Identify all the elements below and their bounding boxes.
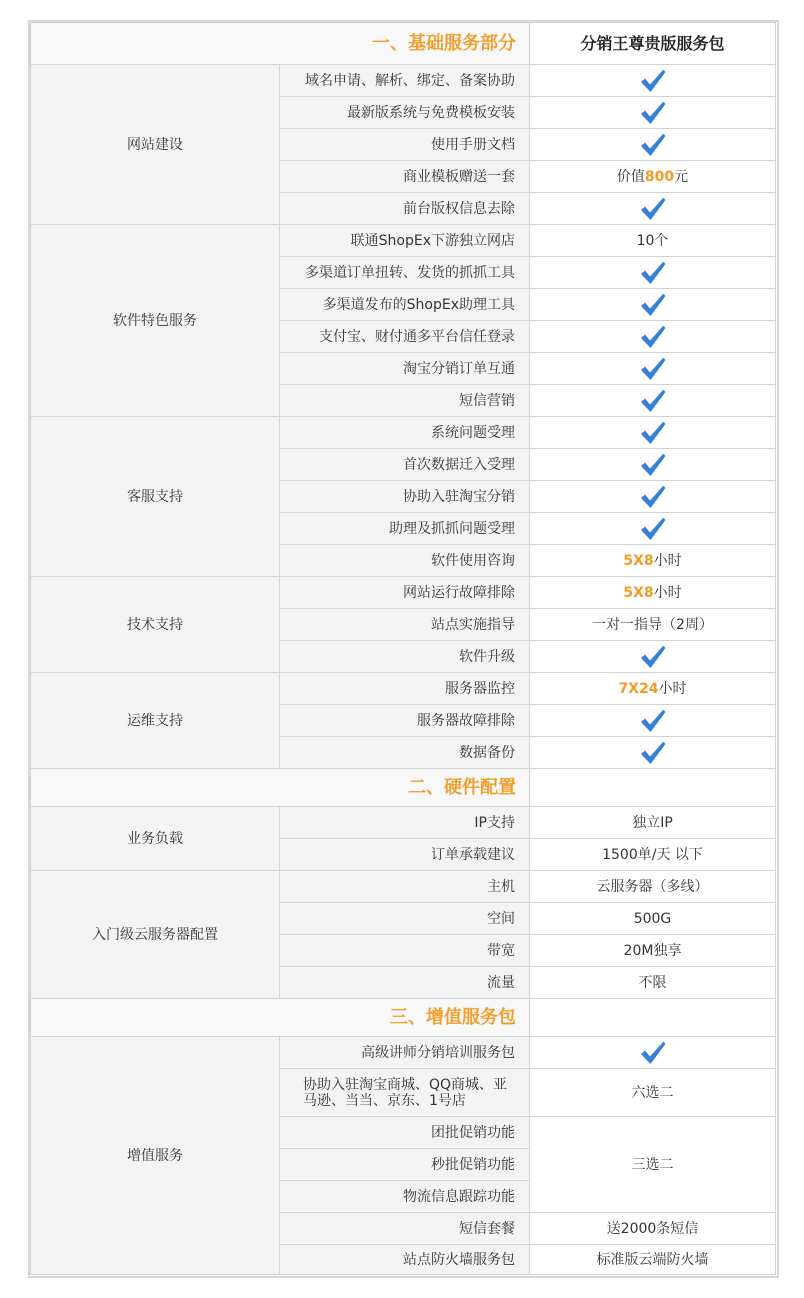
package-value-cell	[530, 1245, 776, 1275]
service-item-label: 助理及抓抓问题受理	[280, 513, 530, 545]
included-check-cell	[530, 257, 776, 289]
service-item-label: 软件使用咨询	[280, 545, 530, 577]
service-item-label: 订单承载建议	[280, 839, 530, 871]
package-value-cell	[530, 839, 776, 871]
highlight-value: 5X8	[623, 584, 654, 601]
value-text: 标准版云端防火墙	[596, 1251, 709, 1268]
package-value-cell	[530, 903, 776, 935]
table-row	[31, 577, 776, 609]
checkmark-icon	[639, 356, 667, 382]
category-label: 软件特色服务	[31, 225, 280, 417]
service-item-label: 软件升级	[280, 641, 530, 673]
service-item-label: IP支持	[280, 807, 530, 839]
service-comparison-table	[30, 22, 776, 1275]
category-label: 技术支持	[31, 577, 280, 673]
category-label: 网站建设	[31, 65, 280, 225]
package-value-cell	[530, 545, 776, 577]
checkmark-icon	[639, 324, 667, 350]
package-value-cell	[530, 577, 776, 609]
section-header-row	[31, 23, 776, 65]
category-label: 客服支持	[31, 417, 280, 577]
service-item-label: 流量	[280, 967, 530, 999]
highlight-value: 7X24	[618, 680, 659, 697]
service-item-label: 最新版系统与免费模板安装	[280, 97, 530, 129]
included-check-cell	[530, 321, 776, 353]
package-name-header: 分销王尊贵版服务包	[530, 23, 776, 65]
service-item-label: 数据备份	[280, 737, 530, 769]
included-check-cell	[530, 481, 776, 513]
checkmark-icon	[639, 132, 667, 158]
checkmark-icon	[639, 420, 667, 446]
table-row	[31, 417, 776, 449]
table-row	[31, 807, 776, 839]
checkmark-icon	[639, 68, 667, 94]
service-item-label: 服务器故障排除	[280, 705, 530, 737]
table-row	[31, 225, 776, 257]
value-text: 云服务器（多线）	[596, 878, 709, 895]
service-item-label: 前台版权信息去除	[280, 193, 530, 225]
service-item-label: 高级讲师分销培训服务包	[280, 1037, 530, 1069]
table-row	[31, 871, 776, 903]
package-value-cell	[530, 1069, 776, 1117]
checkmark-icon	[639, 740, 667, 766]
service-item-label: 联通ShopEx下游独立网店	[280, 225, 530, 257]
checkmark-icon	[639, 388, 667, 414]
service-item-label: 支付宝、财付通多平台信任登录	[280, 321, 530, 353]
service-item-text: 协助入驻淘宝商城、QQ商城、亚马逊、当当、京东、1号店	[303, 1076, 508, 1109]
value-text: 1500单/天 以下	[602, 846, 703, 863]
table-row	[31, 65, 776, 97]
section-header-blank	[530, 999, 776, 1037]
value-text: 价值	[616, 168, 645, 185]
value-text: 送2000条短信	[606, 1220, 699, 1237]
service-item-label: 物流信息跟踪功能	[280, 1181, 530, 1213]
included-check-cell	[530, 129, 776, 161]
checkmark-icon	[639, 452, 667, 478]
package-value-cell	[530, 1213, 776, 1245]
package-value-cell	[530, 609, 776, 641]
service-item-label: 多渠道发布的ShopEx助理工具	[280, 289, 530, 321]
included-check-cell	[530, 737, 776, 769]
included-check-cell	[530, 417, 776, 449]
service-item-label: 主机	[280, 871, 530, 903]
service-item-label: 站点防火墙服务包	[280, 1245, 530, 1275]
checkmark-icon	[639, 644, 667, 670]
service-item-label: 多渠道订单扭转、发货的抓抓工具	[280, 257, 530, 289]
package-value-cell	[530, 673, 776, 705]
value-text: 六选二	[631, 1084, 674, 1101]
section-header-row	[31, 769, 776, 807]
included-check-cell	[530, 705, 776, 737]
category-label: 业务负载	[31, 807, 280, 871]
value-text: 小时	[658, 680, 687, 697]
section-header-blank	[530, 769, 776, 807]
section-title: 二、硬件配置	[31, 769, 530, 807]
package-value-cell	[530, 871, 776, 903]
included-check-cell	[530, 513, 776, 545]
included-check-cell	[530, 353, 776, 385]
included-check-cell	[530, 449, 776, 481]
package-value-cell	[530, 161, 776, 193]
category-label: 运维支持	[31, 673, 280, 769]
service-item-label: 站点实施指导	[280, 609, 530, 641]
value-text: 10个	[636, 232, 669, 249]
service-item-label: 秒批促销功能	[280, 1149, 530, 1181]
section-title: 三、增值服务包	[31, 999, 530, 1037]
value-text: 一对一指导（2周）	[592, 616, 713, 633]
service-item-label	[280, 1069, 530, 1117]
service-item-label: 服务器监控	[280, 673, 530, 705]
section-header-row	[31, 999, 776, 1037]
included-check-cell	[530, 1037, 776, 1069]
package-value-cell	[530, 967, 776, 999]
checkmark-icon	[639, 260, 667, 286]
category-label: 增值服务	[31, 1037, 280, 1275]
included-check-cell	[530, 641, 776, 673]
service-item-label: 空间	[280, 903, 530, 935]
service-item-label: 短信套餐	[280, 1213, 530, 1245]
highlight-value: 800	[644, 168, 675, 185]
value-text: 20M独享	[623, 942, 682, 959]
service-item-label: 网站运行故障排除	[280, 577, 530, 609]
value-text: 500G	[633, 910, 672, 927]
value-text: 小时	[653, 552, 682, 569]
service-item-label: 使用手册文档	[280, 129, 530, 161]
service-item-label: 淘宝分销订单互通	[280, 353, 530, 385]
included-check-cell	[530, 97, 776, 129]
checkmark-icon	[639, 196, 667, 222]
checkmark-icon	[639, 100, 667, 126]
service-item-label: 商业模板赠送一套	[280, 161, 530, 193]
checkmark-icon	[639, 484, 667, 510]
value-text: 三选二	[631, 1156, 674, 1173]
package-value-cell	[530, 225, 776, 257]
value-text: 独立IP	[632, 814, 673, 831]
service-item-label: 短信营销	[280, 385, 530, 417]
package-value-cell	[530, 1117, 776, 1213]
service-item-label: 域名申请、解析、绑定、备案协助	[280, 65, 530, 97]
highlight-value: 5X8	[623, 552, 654, 569]
checkmark-icon	[639, 708, 667, 734]
service-item-label: 带宽	[280, 935, 530, 967]
category-label: 入门级云服务器配置	[31, 871, 280, 999]
included-check-cell	[530, 289, 776, 321]
section-title: 一、基础服务部分	[31, 23, 530, 65]
value-text: 元	[674, 168, 689, 185]
service-item-label: 团批促销功能	[280, 1117, 530, 1149]
included-check-cell	[530, 193, 776, 225]
package-value-cell	[530, 935, 776, 967]
table-row	[31, 673, 776, 705]
included-check-cell	[530, 385, 776, 417]
checkmark-icon	[639, 292, 667, 318]
service-item-label: 系统问题受理	[280, 417, 530, 449]
included-check-cell	[530, 65, 776, 97]
value-text: 不限	[638, 974, 667, 991]
service-item-label: 首次数据迁入受理	[280, 449, 530, 481]
package-value-cell	[530, 807, 776, 839]
checkmark-icon	[639, 516, 667, 542]
service-item-label: 协助入驻淘宝分销	[280, 481, 530, 513]
table-row	[31, 1037, 776, 1069]
value-text: 小时	[653, 584, 682, 601]
checkmark-icon	[639, 1040, 667, 1066]
